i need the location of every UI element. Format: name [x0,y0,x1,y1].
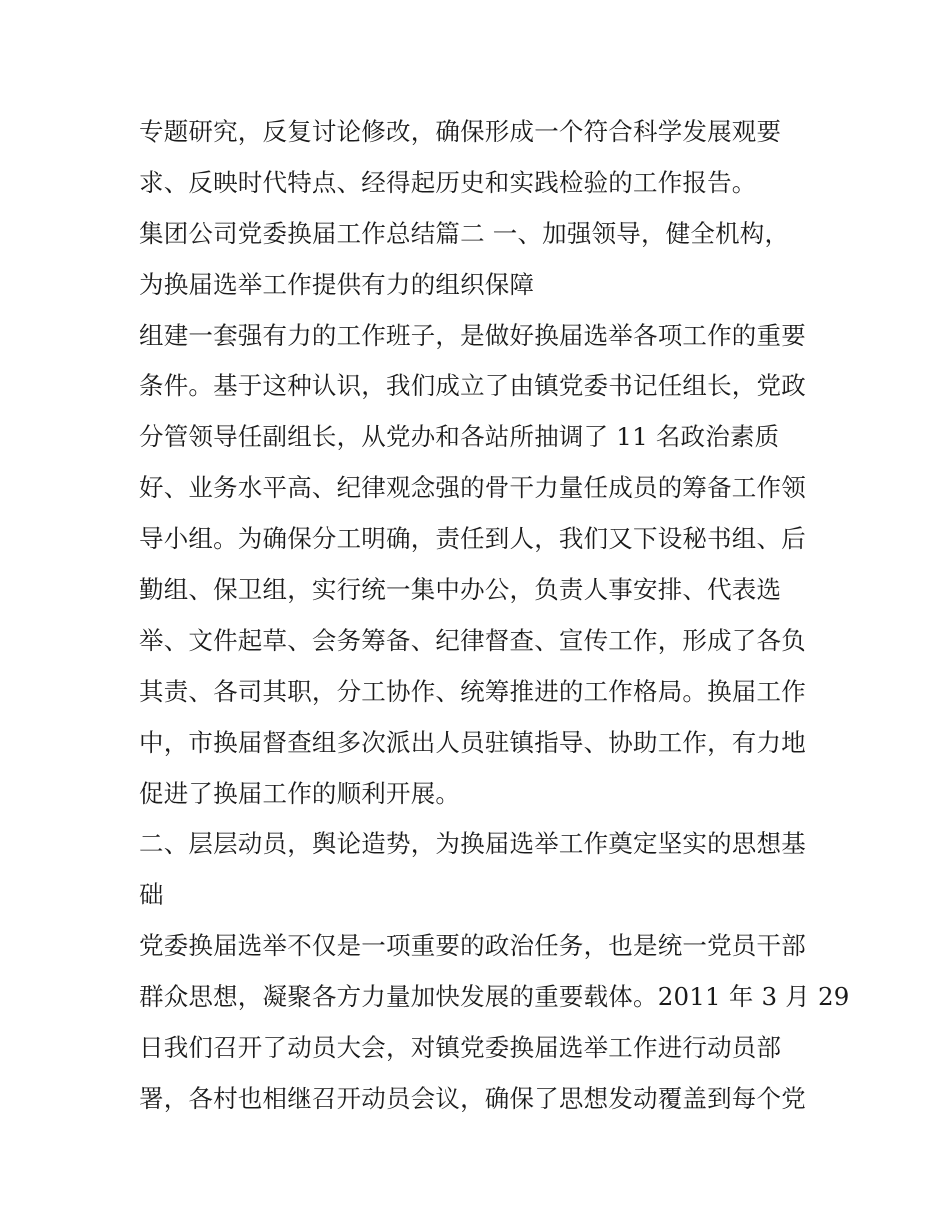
text-line-18: 群众思想，凝聚各方力量加快发展的重要载体。2011 年 3 月 29 [139,982,850,1012]
text-line-1: 专题研究，反复讨论修改，确保形成一个符合科学发展观要 [139,117,782,146]
text-line-10: 勤组、保卫组，实行统一集中办公，负责人事安排、代表选 [139,575,782,605]
text-line-3: 集团公司党委换届工作总结篇二 一、加强领导，健全机构， [139,218,790,248]
text-line-20: 署，各村也相继召开动员会议，确保了思想发动覆盖到每个党 [139,1083,806,1113]
document-body [139,107,850,1125]
text-line-6: 条件。基于这种认识，我们成立了由镇党委书记任组长，党政 [139,371,806,401]
text-line-14: 促进了换届工作的顺利开展。 [139,778,461,808]
text-line-7: 分管领导任副组长，从党办和各站所抽调了 11 名政治素质 [139,422,780,452]
text-line-4: 为换届选举工作提供有力的组织保障 [139,269,535,299]
text-line-5: 组建一套强有力的工作班子，是做好换届选举各项工作的重要 [139,320,806,350]
text-line-17: 党委换届选举不仅是一项重要的政治任务，也是统一党员干部 [139,931,806,961]
text-line-8: 好、业务水平高、纪律观念强的骨干力量任成员的筹备工作领 [139,473,806,503]
text-line-16: 础 [139,880,164,910]
text-line-13: 中，市换届督查组多次派出人员驻镇指导、协助工作，有力地 [139,727,806,757]
text-line-15: 二、层层动员，舆论造势，为换届选举工作奠定坚实的思想基 [139,829,806,859]
text-line-2: 求、反映时代特点、经得起历史和实践检验的工作报告。 [139,167,757,197]
text-line-12: 其责、各司其职，分工协作、统筹推进的工作格局。换届工作 [139,676,806,706]
text-line-19: 日我们召开了动员大会，对镇党委换届选举工作进行动员部 [139,1033,782,1063]
text-line-11: 举、文件起草、会务筹备、纪律督查、宣传工作，形成了各负 [139,625,806,655]
text-line-9: 导小组。为确保分工明确，责任到人，我们又下设秘书组、后 [139,524,806,554]
